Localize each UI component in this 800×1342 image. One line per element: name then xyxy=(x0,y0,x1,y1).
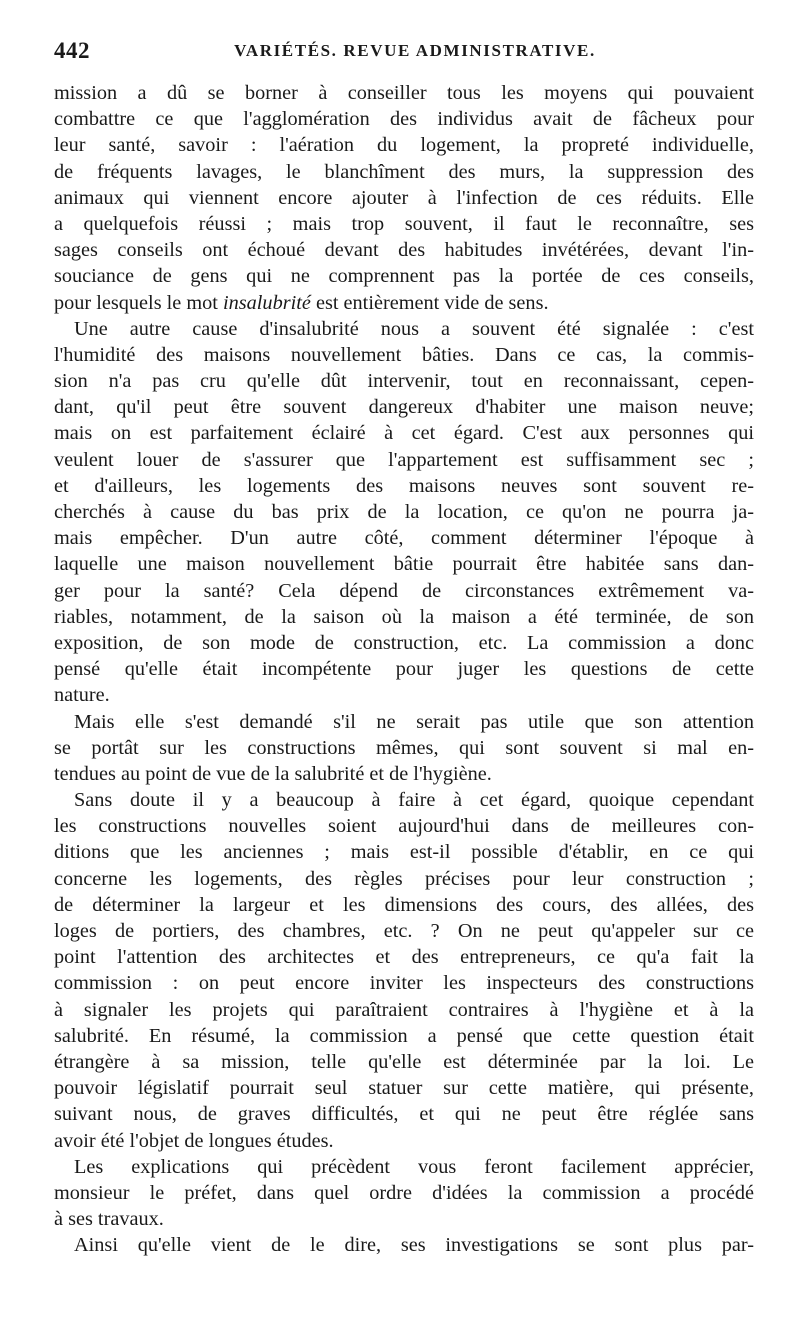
text-line: l'humidité des maisons nouvellement bâties. Dans ce cas, la commis- xyxy=(54,343,754,366)
text-line: souciance de gens qui ne comprennent pas la portée de ces conseils, xyxy=(54,265,754,288)
text-line: loges de portiers, des chambres, etc. ? On ne peut qu'appeler sur ce xyxy=(54,920,754,942)
text-line: sages conseils ont échoué devant des habitudes invétérées, devant l'in- xyxy=(54,239,754,262)
text-line: nature. xyxy=(54,684,110,707)
text-line: animaux qui viennent encore ajouter à l'infection de ces réduits. Elle xyxy=(54,186,754,209)
text-line: et d'ailleurs, les logements des maisons neuves sont souvent re- xyxy=(54,474,754,497)
text-line: point l'attention des architectes et des entrepreneurs, ce qu'a fait la xyxy=(54,946,754,969)
text-line: veulent louer de s'assurer que l'appartement est suffisamment sec ; xyxy=(54,448,754,471)
text-line: commission : on peut encore inviter les inspecteurs des constructions xyxy=(54,972,754,995)
text-line: salubrité. En résumé, la commission a pensé que cette question était xyxy=(54,1024,754,1047)
page-number: 442 xyxy=(54,38,90,63)
text-line: laquelle une maison nouvellement bâtie pourrait être habitée sans dan- xyxy=(54,553,754,576)
text-line: étrangère à sa mission, telle qu'elle est déterminée par la loi. Le xyxy=(54,1050,754,1073)
text-line: monsieur le préfet, dans quel ordre d'idées la commission a procédé xyxy=(54,1181,754,1204)
text-line: mais empêcher. D'un autre côté, comment déterminer l'époque à xyxy=(54,527,754,550)
text-line: leur santé, savoir : l'aération du logement, la propreté individuelle, xyxy=(54,134,754,157)
text-line: Ainsi qu'elle vient de le dire, ses investigations se sont plus par- xyxy=(74,1234,754,1257)
text-line: de déterminer la largeur et les dimensions des cours, des allées, des xyxy=(54,893,754,916)
text-line: pour lesquels le mot insalubrité est entièrement vide de sens. xyxy=(54,291,549,314)
text-line: concerne les logements, des règles précises pour leur construction ; xyxy=(54,867,754,890)
text-line: tendues au point de vue de la salubrité et de l'hygiène. xyxy=(54,762,492,785)
text-line: mais on est parfaitement éclairé à cet égard. C'est aux personnes qui xyxy=(54,422,754,445)
text-line: pouvoir législatif pourrait seul statuer sur cette matière, qui présente, xyxy=(54,1077,754,1100)
text-line: sion n'a pas cru qu'elle dût intervenir, tout en reconnaissant, cepen- xyxy=(54,370,754,393)
text-line: ditions que les anciennes ; mais est-il possible d'établir, en ce qui xyxy=(54,841,754,864)
text-line: combattre ce que l'agglomération des individus avait de fâcheux pour xyxy=(54,108,754,131)
text-line: cherchés à cause du bas prix de la location, ce qu'on ne pourra ja- xyxy=(54,501,754,523)
text-line: Sans doute il y a beaucoup à faire à cet égard, quoique cependant xyxy=(74,789,754,812)
text-line: a quelquefois réussi ; mais trop souvent, il faut le reconnaître, ses xyxy=(54,212,754,235)
running-head: VARIÉTÉS. REVUE ADMINISTRATIVE. xyxy=(234,41,596,60)
text-line: Une autre cause d'insalubrité nous a souvent été signalée : c'est xyxy=(74,317,754,340)
text-line: pensé qu'elle était incompétente pour juger les questions de cette xyxy=(54,658,754,681)
text-line: Les explications qui précèdent vous feront facilement apprécier, xyxy=(74,1155,754,1178)
text-line: exposition, de son mode de construction, etc. La commission a donc xyxy=(54,631,754,654)
text-line: ger pour la santé? Cela dépend de circonstances extrêmement va- xyxy=(54,579,754,602)
text-line: se portât sur les constructions mêmes, qui sont souvent si mal en- xyxy=(54,736,754,759)
text-line: mission a dû se borner à conseiller tous les moyens qui pouvaient xyxy=(54,82,754,104)
text-line: suivant nous, de graves difficultés, et qui ne peut être réglée sans xyxy=(54,1103,754,1126)
text-line: riables, notamment, de la saison où la maison a été terminée, de son xyxy=(54,605,754,628)
text-line: à ses travaux. xyxy=(54,1208,164,1231)
page-header xyxy=(54,38,756,68)
text-line: les constructions nouvelles soient aujourd'hui dans de meilleures con- xyxy=(54,815,754,838)
text-line: à signaler les projets qui paraîtraient contraires à l'hygiène et à la xyxy=(54,998,754,1021)
text-line: avoir été l'objet de longues études. xyxy=(54,1129,334,1152)
text-line: de fréquents lavages, le blanchîment des murs, la suppression des xyxy=(54,160,754,183)
text-line: dant, qu'il peut être souvent dangereux d'habiter une maison neuve; xyxy=(54,396,754,419)
emphasized-term: insalubrité xyxy=(222,291,311,314)
body-text xyxy=(54,80,754,1258)
text-line: Mais elle s'est demandé s'il ne serait pas utile que son attention xyxy=(74,710,754,733)
